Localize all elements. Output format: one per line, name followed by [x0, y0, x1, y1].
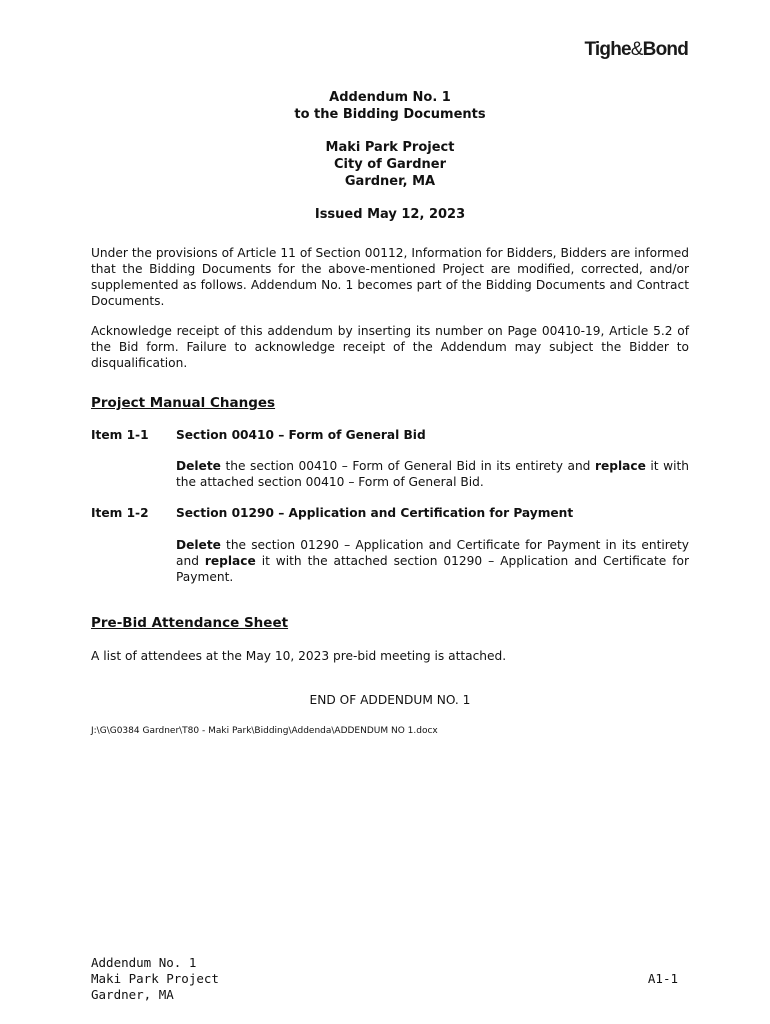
- item-title: Section 00410 – Form of General Bid: [176, 428, 426, 442]
- title-line-location: Gardner, MA: [344, 174, 436, 189]
- delete-keyword: Delete: [176, 459, 221, 473]
- replace-keyword: replace: [204, 554, 256, 568]
- title-line-city: City of Gardner: [334, 157, 446, 172]
- item-text: it with the attached section 00410 – Form of General Bid.: [176, 459, 689, 489]
- item-text: the section 01290 – Application and Certificate for Payment in its entirety and: [176, 538, 689, 568]
- file-path: J:\G\G0384 Gardner\T80 - Maki Park\Bidding\Addenda\ADDENDUM NO 1.docx: [91, 726, 438, 736]
- footer-location: Gardner, MA: [91, 987, 174, 1002]
- issue-date: Issued May 12, 2023: [314, 207, 466, 222]
- logo-ampersand: &: [630, 39, 643, 60]
- company-logo: [584, 39, 688, 60]
- logo-text-tighe: Tighe: [584, 39, 631, 60]
- end-of-addendum: END OF ADDENDUM NO. 1: [309, 693, 471, 707]
- item-body: [176, 537, 689, 585]
- section-heading-project-manual: Project Manual Changes: [91, 395, 276, 411]
- item-text: the section 00410 – Form of General Bid in its entirety and: [220, 459, 595, 473]
- item-label: Item 1-1: [91, 428, 149, 442]
- item-body: [176, 458, 689, 490]
- footer-addendum: Addendum No. 1: [91, 955, 197, 970]
- attendance-paragraph: A list of attendees at the May 10, 2023 pre-bid meeting is attached.: [91, 649, 507, 663]
- section-heading-pre-bid: Pre-Bid Attendance Sheet: [91, 615, 289, 631]
- logo-text-bond: Bond: [642, 39, 688, 60]
- acknowledge-paragraph: Acknowledge receipt of this addendum by inserting its number on Page 00410-19, Article 5.2 of the Bid form. Failure to acknowledge receipt of the Addendum may subject the Bidder to disqualification.: [91, 324, 689, 370]
- title-line-bidding-docs: to the Bidding Documents: [294, 107, 486, 122]
- document-title-block: [0, 89, 770, 223]
- page-number: A1-1: [647, 971, 678, 986]
- item-label: Item 1-2: [91, 506, 149, 520]
- item-text: it with the attached section 01290 – Application and Certificate for Payment.: [176, 554, 689, 584]
- intro-paragraph: Under the provisions of Article 11 of Section 00112, Information for Bidders, Bidders are informed that the Bidding Documents for the above-mentioned Project are modified, corrected, and/or supplemented as follows. Addendum No. 1 becomes part of the Bidding Documents and Contract Documents.: [91, 246, 689, 308]
- title-line-project: Maki Park Project: [325, 140, 455, 155]
- item-title: Section 01290 – Application and Certification for Payment: [176, 506, 574, 520]
- title-line-addendum: Addendum No. 1: [329, 90, 451, 105]
- delete-keyword: Delete: [176, 538, 221, 552]
- page-footer: [91, 955, 219, 1003]
- footer-project: Maki Park Project: [91, 971, 219, 986]
- replace-keyword: replace: [594, 459, 646, 473]
